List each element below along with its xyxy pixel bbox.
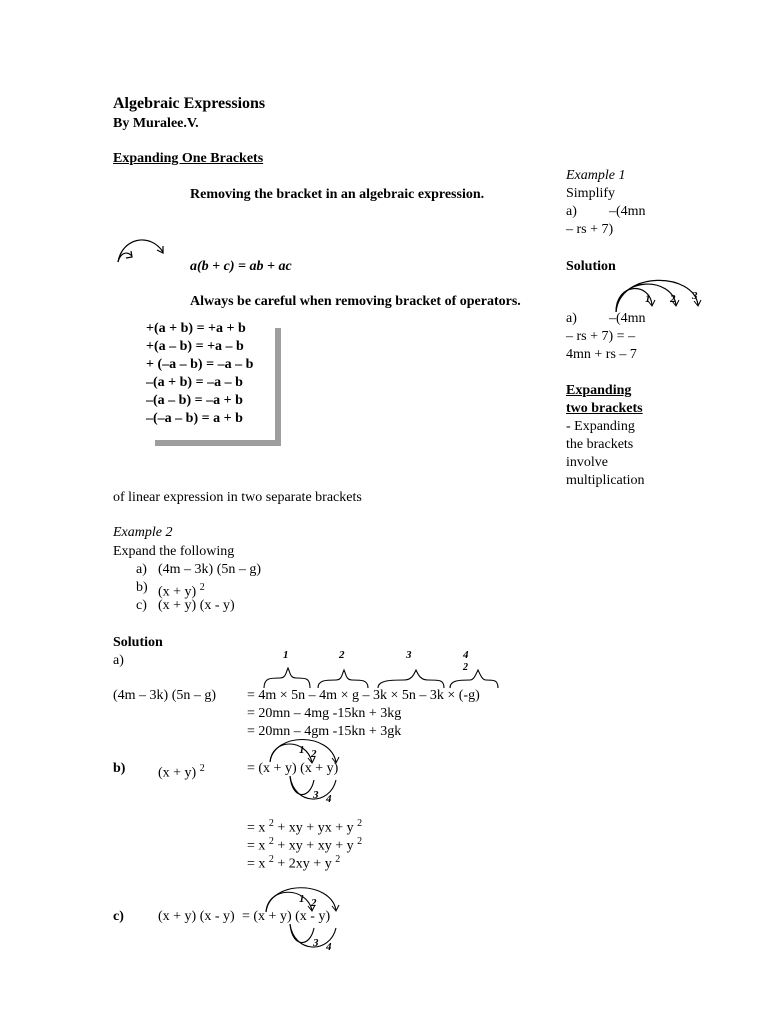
sign-rule: +(a + b) = +a + b	[146, 321, 246, 336]
b-line: = x $^2$ + xy + xy + y $^2$	[247, 836, 363, 854]
continuation-text: of linear expression in two separate brackets	[113, 490, 362, 505]
expanding-text: involve	[566, 455, 608, 470]
brace-number: 1	[283, 649, 289, 661]
sign-rule: –(a – b) = –a + b	[146, 393, 243, 408]
expanding-text: - Expanding	[566, 419, 635, 434]
part-b-label: b)	[113, 761, 126, 776]
power: 2	[199, 763, 205, 774]
arc-number: 1	[299, 744, 305, 756]
c-lhs: (x + y) (x - y)	[158, 909, 235, 924]
document-title: Algebraic Expressions	[113, 95, 266, 112]
brace-number: 2	[339, 649, 345, 661]
solution-label-2: Solution	[113, 635, 163, 650]
ex1-a-prefix: a)	[566, 204, 577, 219]
example1-label: Example 1	[566, 168, 626, 183]
sign-rule: +(a – b) = +a – b	[146, 339, 244, 354]
part-c-label: c)	[113, 909, 124, 924]
expanding-text: the brackets	[566, 437, 634, 452]
arc-number: 1	[645, 293, 651, 305]
brace-number: 3	[406, 649, 412, 661]
example2-label: Example 2	[113, 525, 173, 540]
b-lhs: (x + y) $^2$	[158, 763, 205, 781]
sol-a-expr: –(4mn	[609, 311, 646, 326]
c-rhs: = (x + y) (x - y)	[242, 909, 331, 924]
example2-item-expr: (4m – 3k) (5n – g)	[158, 562, 262, 577]
section-subheading: Removing the bracket in an algebraic expression.	[190, 187, 485, 202]
ex1-a-expr: –(4mn	[609, 204, 646, 219]
example2-instruction: Expand the following	[113, 544, 235, 559]
example2-item-prefix: b)	[136, 580, 148, 595]
power: 2	[199, 582, 205, 593]
arc-number: 4	[326, 793, 332, 805]
sign-rule: –(–a – b) = a + b	[146, 411, 243, 426]
arc-number: 2	[670, 293, 676, 305]
sign-rule: –(a + b) = –a – b	[146, 375, 243, 390]
sign-rule: + (–a – b) = –a – b	[146, 357, 254, 372]
sol-a-prefix: a)	[566, 311, 577, 326]
arc-number: 4	[326, 941, 332, 953]
ex1-a-cont: – rs + 7)	[566, 222, 614, 237]
arc-number: 3	[692, 290, 698, 302]
arc-number: 1	[299, 893, 305, 905]
expanding-heading-2: two brackets	[566, 401, 643, 416]
arc-number: 3	[313, 789, 319, 801]
sol-line-2: – rs + 7) = –	[566, 329, 636, 344]
a-lhs: (4m – 3k) (5n – g)	[113, 688, 217, 703]
simplify-label: Simplify	[566, 186, 616, 201]
b-rhs: = (x + y) (x + y)	[247, 761, 339, 776]
expanding-heading-1: Expanding	[566, 383, 632, 398]
b-line: = x $^2$ + 2xy + y $^2$	[247, 854, 341, 872]
example2-item-prefix: a)	[136, 562, 147, 577]
solution-label-1: Solution	[566, 259, 616, 274]
expanding-text: multiplication	[566, 473, 645, 488]
a-line-2: = 20mn – 4mg -15kn + 3kg	[247, 706, 402, 721]
arc-number: 2	[311, 748, 317, 760]
sol-line-3: 4mn + rs – 7	[566, 347, 637, 362]
caution-text: Always be careful when removing bracket of operators.	[190, 294, 521, 309]
author-line: By Muralee.V.	[113, 116, 199, 131]
example2-item-expr: (x + y) $^2$	[158, 582, 205, 600]
a-line-3: = 20mn – 4gm -15kn + 3gk	[247, 724, 402, 739]
section-heading-one-bracket: Expanding One Brackets	[113, 151, 264, 166]
arc-number: 3	[313, 937, 319, 949]
b-line: = x $^2$ + xy + yx + y $^2$	[247, 818, 363, 836]
a-line-1: = 4m × 5n – 4m × g – 3k × 5n – 3k × (-g)	[247, 688, 480, 703]
example2-item-prefix: c)	[136, 598, 147, 613]
brace-number: 4	[463, 649, 469, 661]
distributive-rule: a(b + c) = ab + ac	[190, 259, 292, 274]
arc-number: 2	[311, 897, 317, 909]
part-a-label: a)	[113, 653, 124, 668]
example2-item-expr: (x + y) (x - y)	[158, 598, 235, 613]
brace-subscript: 2	[463, 662, 468, 673]
